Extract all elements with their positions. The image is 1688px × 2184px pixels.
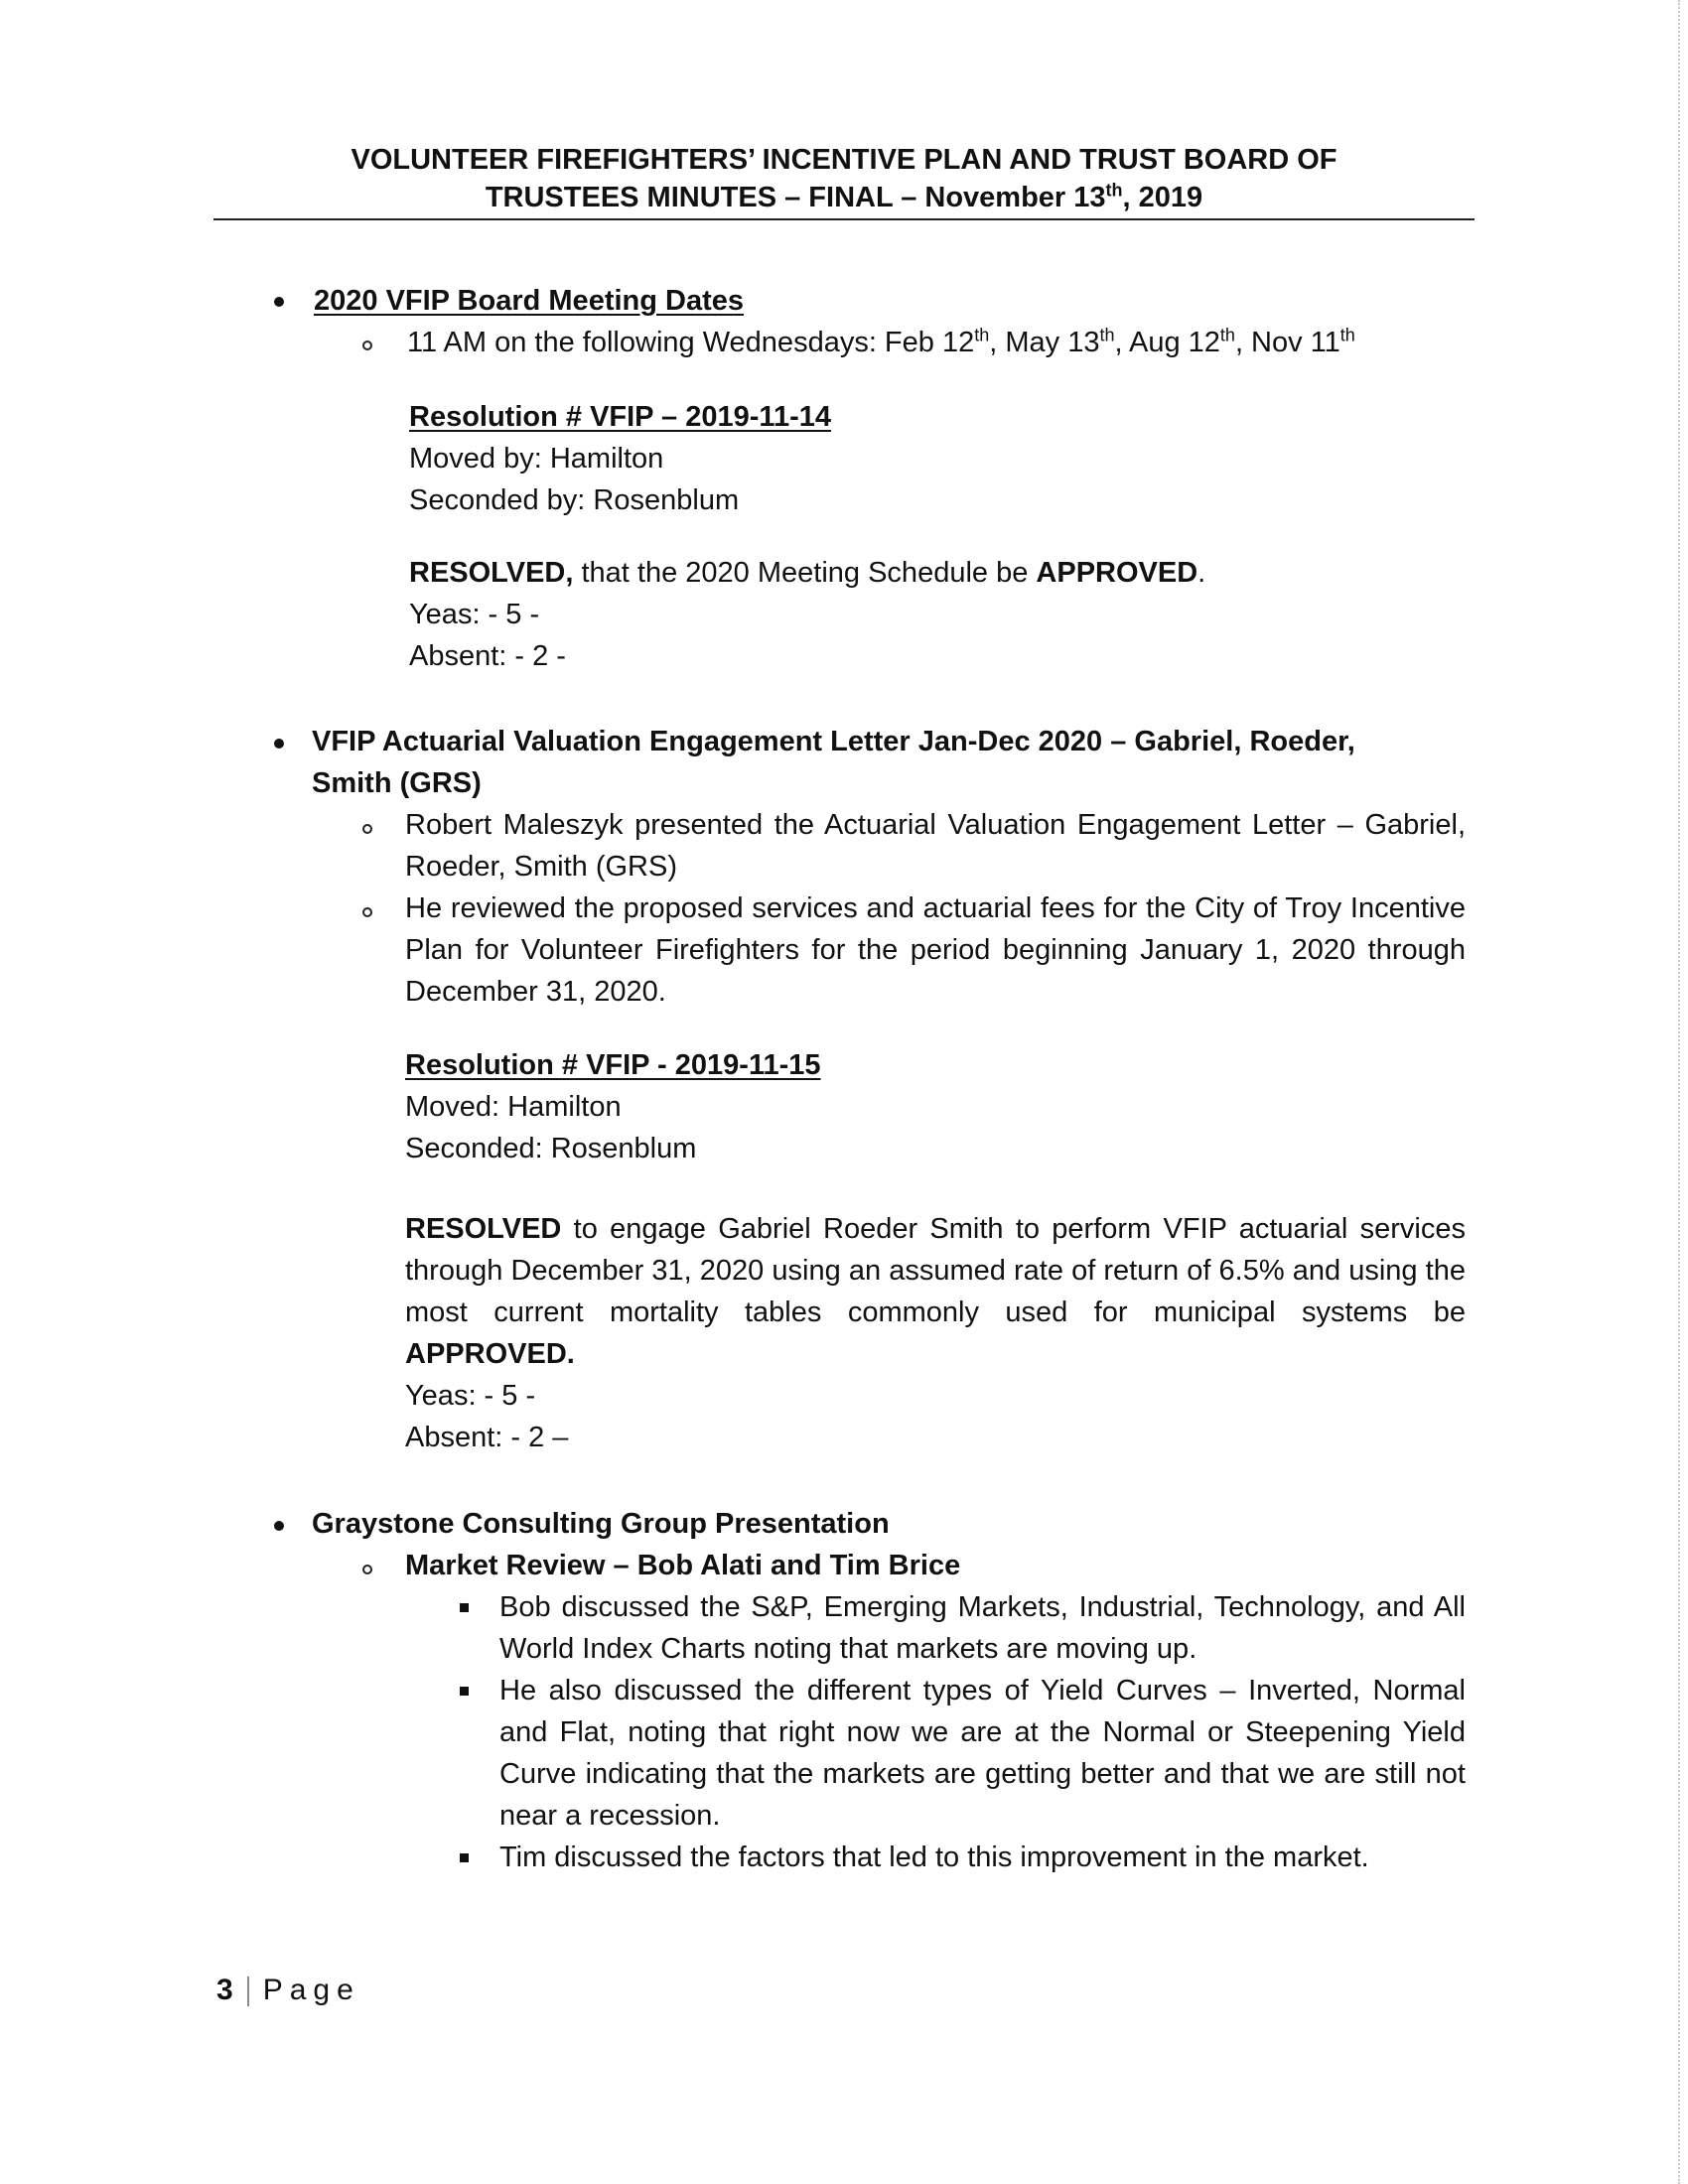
scan-edge-artifact [1678, 0, 1682, 2184]
market-item-2: He also discussed the different types of Yield Curves – Inverted, Normal and Flat, noting that right now we are at the Normal or Steepening Yield Curve indicating that the markets are getting better and that we are still not near a recession. [499, 1675, 1466, 1832]
resolved-text: that the 2020 Meeting Schedule be [573, 557, 1037, 589]
hollow-bullet-icon [362, 1565, 372, 1574]
dates-text-2: , May 13 [989, 327, 1100, 358]
actuarial-heading-line-1: VFIP Actuarial Valuation Engagement Letter Jan-Dec 2020 – Gabriel, Roeder, [312, 726, 1355, 757]
vote-absent: Absent: - 2 - [409, 640, 566, 672]
bullet-icon [274, 297, 284, 307]
page-label: Page [262, 1974, 360, 2006]
seconded: Seconded: Rosenblum [405, 1133, 697, 1164]
header-date-suffix: th [1105, 180, 1123, 201]
hollow-bullet-icon [362, 824, 372, 834]
header-line-1: VOLUNTEER FIREFIGHTERS’ INCENTIVE PLAN AND TRUST BOARD OF [351, 144, 1337, 176]
moved-by: Moved by: Hamilton [409, 443, 664, 475]
vote-yeas: Yeas: - 5 - [409, 599, 540, 630]
square-bullet-icon [460, 1603, 469, 1612]
resolved-text: to engage Gabriel Roeder Smith to perform VFIP actuarial services through December 31, 2020 using an assumed rate of return of 6.5% and using the most current mortality tables commonly used for municipal systems be [405, 1213, 1466, 1328]
header-year: , 2019 [1122, 182, 1203, 213]
resolved-statement [409, 552, 1205, 594]
actuarial-item-1: Robert Maleszyk presented the Actuarial Valuation Engagement Letter – Gabriel, Roeder, Smith (GRS) [405, 809, 1466, 883]
bullet-icon [274, 1521, 284, 1531]
dates-text-3: , Aug 12 [1114, 327, 1220, 358]
dates-text-1: 11 AM on the following Wednesdays: Feb 12 [407, 327, 975, 358]
resolved-label: RESOLVED, [409, 557, 574, 589]
resolution-title-2019-11-15: Resolution # VFIP - 2019-11-15 [405, 1049, 821, 1081]
section-heading-meeting-dates: 2020 VFIP Board Meeting Dates [314, 285, 745, 317]
resolved-paragraph [405, 1208, 1466, 1375]
dates-text-4: , Nov 11 [1234, 327, 1340, 358]
approved-label: APPROVED. [405, 1338, 575, 1370]
dates-suffix-4: th [1339, 325, 1355, 345]
section-heading-actuarial [312, 721, 1476, 804]
header-line-2-text: TRUSTEES MINUTES – FINAL – November 13 [485, 182, 1106, 213]
vote-yeas: Yeas: - 5 - [405, 1380, 536, 1412]
approved-label: APPROVED [1036, 557, 1198, 589]
hollow-bullet-icon [362, 907, 372, 917]
resolved-label: RESOLVED [405, 1213, 562, 1245]
footer-separator [247, 1977, 249, 2006]
header-line-2 [213, 179, 1475, 216]
vote-absent: Absent: - 2 – [405, 1422, 569, 1453]
square-bullet-icon [460, 1687, 469, 1696]
dates-suffix-3: th [1219, 325, 1235, 345]
market-review-heading: Market Review – Bob Alati and Tim Brice [405, 1550, 961, 1581]
bullet-icon [274, 739, 284, 749]
seconded-by: Seconded by: Rosenblum [409, 484, 740, 516]
resolved-end: . [1197, 557, 1206, 589]
moved: Moved: Hamilton [405, 1091, 622, 1123]
resolution-title-2019-11-14: Resolution # VFIP – 2019-11-14 [409, 401, 831, 433]
page-footer [216, 1971, 360, 2010]
header-divider [213, 218, 1475, 220]
market-item-1: Bob discussed the S&P, Emerging Markets, Industrial, Technology, and All World Index Charts noting that markets are moving up. [499, 1591, 1466, 1665]
dates-suffix-1: th [974, 325, 990, 345]
section-heading-graystone: Graystone Consulting Group Presentation [312, 1508, 890, 1540]
hollow-bullet-icon [362, 341, 372, 350]
actuarial-heading-line-2: Smith (GRS) [312, 767, 482, 799]
document-header [213, 141, 1475, 216]
meeting-dates-line [407, 322, 1355, 363]
market-item-3: Tim discussed the factors that led to this improvement in the market. [499, 1842, 1369, 1873]
square-bullet-icon [460, 1853, 469, 1862]
dates-suffix-2: th [1099, 325, 1115, 345]
actuarial-item-2: He reviewed the proposed services and actuarial fees for the City of Troy Incentive Plan for Volunteer Firefighters for the period beginning January 1, 2020 through December 31, 2020. [405, 892, 1466, 1008]
page-number: 3 [216, 1974, 233, 2006]
